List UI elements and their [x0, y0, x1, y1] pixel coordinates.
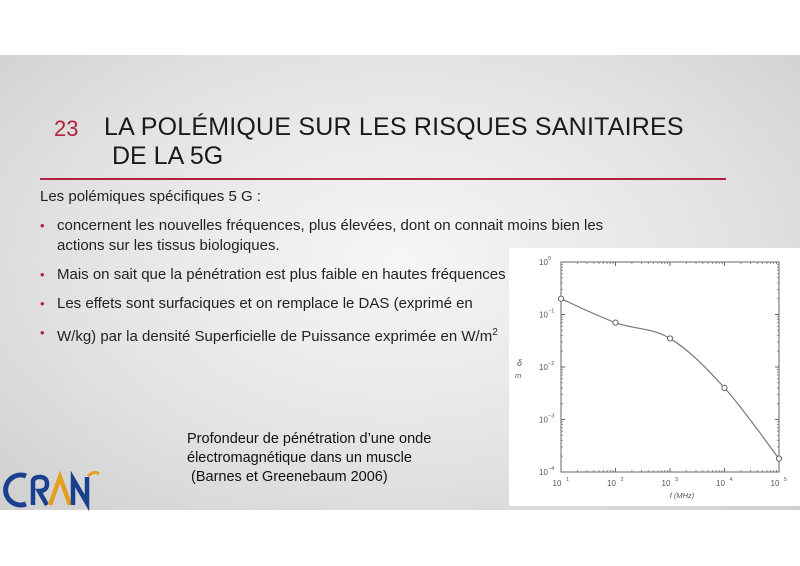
x-axis-label: f (MHz) — [669, 491, 695, 500]
x-tick-label: 10 — [661, 479, 671, 488]
y-axis-unit: m — [515, 371, 522, 380]
x-tick-label: 10 — [607, 479, 616, 488]
title-underline — [40, 178, 726, 180]
y-tick-label: 10 — [539, 415, 548, 425]
y-tick-exponent: −1 — [548, 308, 555, 315]
caption-line1: Profondeur de pénétration d’une onde — [187, 431, 432, 447]
bullet-marker-icon: • — [40, 325, 45, 340]
data-point — [613, 320, 618, 325]
y-tick-label: 10 — [539, 468, 548, 477]
figure-caption — [187, 430, 431, 487]
x-tick-exponent: 2 — [620, 477, 624, 483]
bullet-marker-icon: • — [40, 296, 45, 311]
cran-logo-icon — [0, 466, 100, 514]
intro-text: Les polémiques spécifiques 5 G : — [40, 188, 261, 205]
unit-superscript: 2 — [492, 327, 498, 338]
y-tick-exponent: −4 — [548, 466, 555, 472]
bullet-marker-icon: • — [40, 267, 45, 282]
y-tick-exponent: −3 — [548, 413, 555, 420]
chart-panel — [509, 248, 800, 506]
y-tick-label: 10 — [539, 258, 548, 267]
x-tick-label: 10 — [716, 479, 725, 488]
slide-number: 23 — [54, 116, 79, 141]
bullet-text: W/kg) par la densité Superficielle de Puissance exprimée en W/m — [57, 328, 493, 345]
series-line — [561, 299, 779, 459]
plot-frame — [561, 262, 779, 472]
x-tick-label: 10 — [770, 479, 780, 488]
bullet-text: Les effets sont surfaciques et on remplace le DAS (exprimé en — [57, 295, 473, 312]
x-tick-exponent: 4 — [729, 477, 733, 483]
x-tick-exponent: 5 — [784, 477, 788, 483]
data-point — [667, 336, 672, 341]
caption-line2: électromagnétique dans un muscle — [187, 450, 412, 466]
y-tick-exponent: 0 — [548, 256, 552, 262]
x-tick-exponent: 3 — [675, 477, 679, 483]
y-tick-label: 10 — [539, 363, 548, 372]
x-tick-label: 10 — [552, 479, 562, 488]
data-point — [558, 296, 563, 301]
caption-line3: (Barnes et Greenebaum 2006) — [187, 469, 388, 485]
slide-title-line2: DE LA 5G — [112, 142, 224, 170]
y-axis-label: δ — [517, 358, 523, 368]
data-point — [776, 456, 781, 461]
y-tick-exponent: −2 — [548, 361, 555, 367]
x-tick-exponent: 1 — [566, 477, 570, 483]
slide-title-line1: LA POLÉMIQUE SUR LES RISQUES SANITAIRES — [104, 113, 684, 141]
penetration-depth-chart — [509, 248, 800, 506]
data-point — [722, 385, 727, 390]
bullet-text: Mais on sait que la pénétration est plus faible en hautes fréquences — [57, 266, 506, 283]
bullet-text: concernent les nouvelles fréquences, plus élevées, dont on connait moins bien les actions sur les tissus biologiques. — [57, 217, 604, 254]
y-tick-label: 10 — [539, 310, 548, 320]
bullet-marker-icon: • — [40, 218, 45, 233]
